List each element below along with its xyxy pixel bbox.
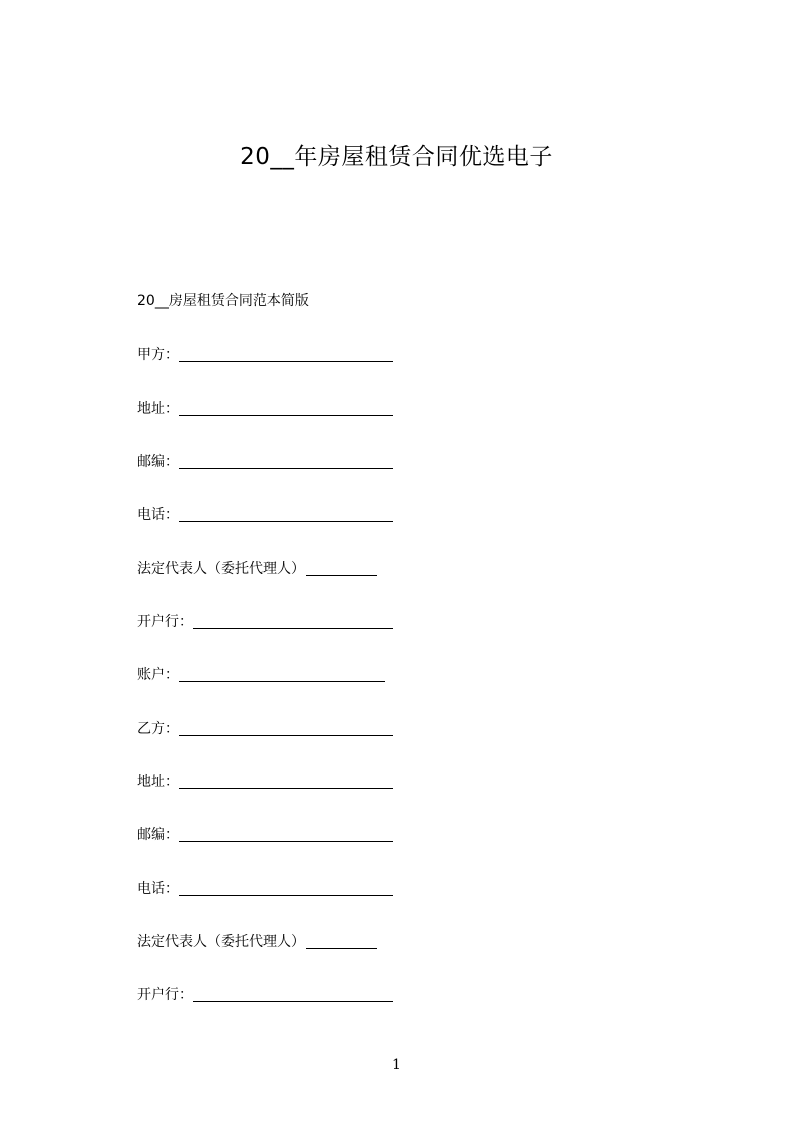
- document-title: 20__年房屋租赁合同优选电子: [240, 144, 553, 170]
- party-a-postcode-blank: [179, 454, 393, 469]
- party-a-representative-label: 法定代表人（委托代理人）: [137, 561, 305, 577]
- party-a-phone-blank: [179, 507, 393, 522]
- party-b-address-label: 地址：: [137, 774, 179, 790]
- party-a-postcode-field: [137, 450, 393, 472]
- party-b-address-blank: [179, 774, 393, 789]
- party-a-bank-field: [137, 610, 393, 632]
- party-b-name-blank: [179, 721, 393, 736]
- party-a-name-label: 甲方：: [137, 347, 179, 363]
- party-b-bank-blank: [193, 987, 393, 1002]
- party-a-address-blank: [179, 401, 393, 416]
- party-a-account-field: [137, 663, 385, 685]
- party-a-address-label: 地址：: [137, 401, 179, 417]
- party-b-postcode-field: [137, 823, 393, 845]
- party-b-representative-blank: [306, 934, 377, 949]
- party-b-bank-label: 开户行：: [137, 987, 193, 1003]
- party-a-account-label: 账户：: [137, 667, 179, 683]
- party-b-phone-field: [137, 877, 393, 899]
- party-a-bank-blank: [193, 614, 393, 629]
- page-number: 1: [392, 1057, 401, 1073]
- party-b-phone-blank: [179, 881, 393, 896]
- party-a-name-field: [137, 343, 393, 365]
- party-a-account-blank: [179, 667, 385, 682]
- document-subtitle: 20__房屋租赁合同范本简版: [137, 293, 309, 309]
- party-b-name-field: [137, 717, 393, 739]
- party-a-name-blank: [179, 347, 393, 362]
- party-b-phone-label: 电话：: [137, 881, 179, 897]
- party-a-postcode-label: 邮编：: [137, 454, 179, 470]
- party-a-representative-blank: [306, 561, 377, 576]
- party-a-phone-field: [137, 503, 393, 525]
- party-a-representative-field: [137, 557, 377, 579]
- party-b-representative-field: [137, 930, 377, 952]
- party-b-name-label: 乙方：: [137, 721, 179, 737]
- party-b-representative-label: 法定代表人（委托代理人）: [137, 934, 305, 950]
- party-b-address-field: [137, 770, 393, 792]
- party-a-bank-label: 开户行：: [137, 614, 193, 630]
- party-a-phone-label: 电话：: [137, 507, 179, 523]
- party-b-postcode-label: 邮编：: [137, 827, 179, 843]
- party-b-postcode-blank: [179, 827, 393, 842]
- party-b-bank-field: [137, 983, 393, 1005]
- party-a-address-field: [137, 397, 393, 419]
